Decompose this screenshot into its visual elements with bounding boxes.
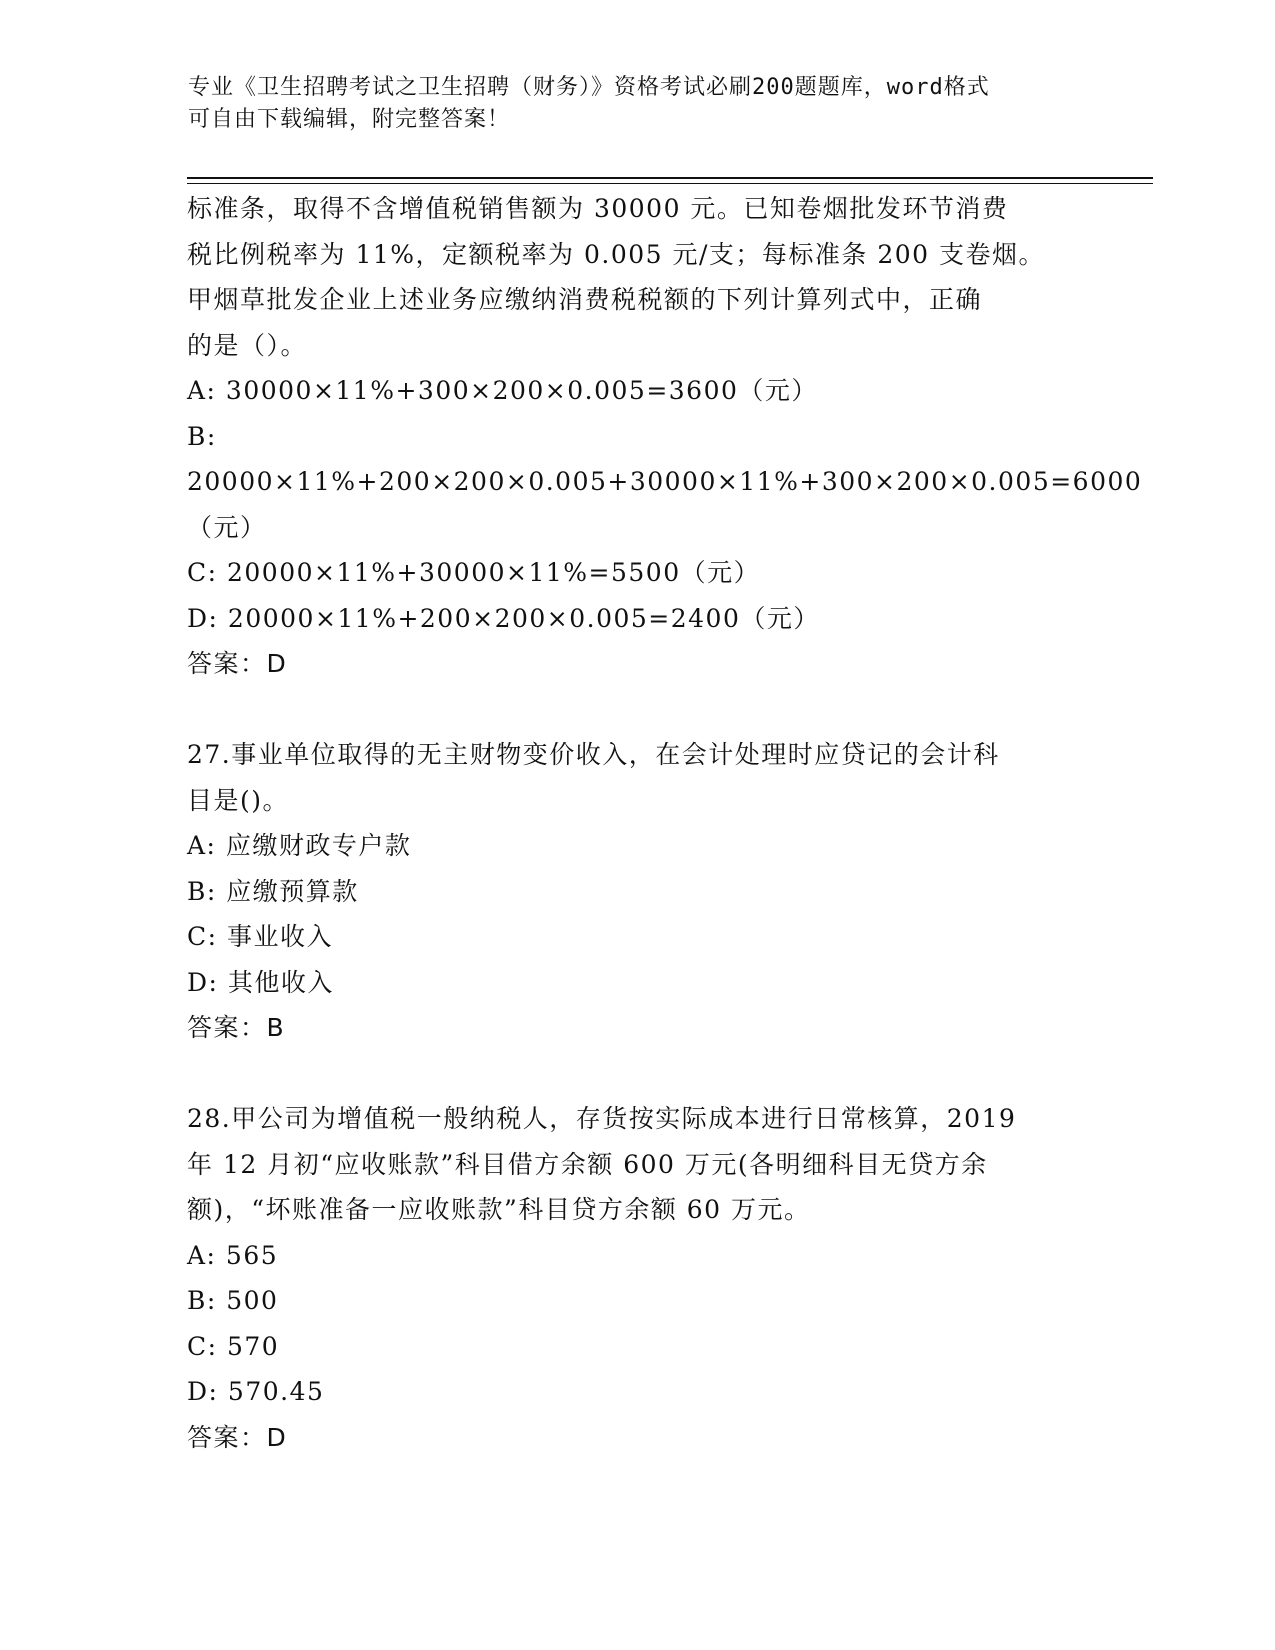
question-26-stem-line: 标准条，取得不含增值税销售额为 30000 元。已知卷烟批发环节消费 <box>187 194 1009 223</box>
question-27-answer: 答案：B <box>187 1013 286 1042</box>
question-28-option-a: A: 565 <box>187 1240 279 1270</box>
header-line-2: 可自由下载编辑，附完整答案！ <box>188 107 511 132</box>
question-27-stem-line: 目是()。 <box>187 785 290 815</box>
question-26-option-b: B: 20000×11%+200×200×0.005+30000×11%+300×200×0.005=6000 <box>187 421 1143 496</box>
question-28-stem-line: 额)，“坏账准备一应收账款”科目贷方余额 60 万元。 <box>187 1195 811 1224</box>
question-26-option-b-continued: （元） <box>187 512 267 542</box>
header-divider-thin <box>187 183 1153 184</box>
question-28 <box>187 1096 1087 1460</box>
question-26-option-c: C: 20000×11%+30000×11%=5500（元） <box>187 558 761 587</box>
question-28-stem-line: 28.甲公司为增值税一般纳税人，存货按实际成本进行日常核算，2019 <box>187 1104 1017 1133</box>
question-26-stem-line: 税比例税率为 11%，定额税率为 0.005 元/支；每标准条 200 支卷烟。 <box>187 239 1046 269</box>
question-28-stem-line: 年 12 月初“应收账款”科目借方余额 600 万元(各明细科目无贷方余 <box>187 1149 988 1179</box>
question-28-answer: 答案：D <box>187 1422 288 1452</box>
question-27-option-d: D: 其他收入 <box>187 967 334 997</box>
question-27-stem-line: 27.事业单位取得的无主财物变价收入，在会计处理时应贷记的会计科 <box>187 740 1000 769</box>
question-26 <box>187 186 1143 687</box>
header-line-1: 专业《卫生招聘考试之卫生招聘（财务）》资格考试必刷200题题库，word格式 <box>188 75 990 100</box>
question-27-option-c: C: 事业收入 <box>187 922 333 951</box>
question-spacer <box>187 1051 1087 1097</box>
question-28-option-d: D: 570.45 <box>187 1377 325 1406</box>
question-spacer <box>187 687 1087 733</box>
question-26-option-d: D: 20000×11%+200×200×0.005=2400（元） <box>187 603 820 633</box>
question-26-option-a: A: 30000×11%+300×200×0.005=3600（元） <box>187 376 818 405</box>
document-header <box>188 72 1068 136</box>
question-28-option-c: C: 570 <box>187 1331 280 1361</box>
question-28-option-b: B: 500 <box>187 1286 279 1315</box>
question-26-answer: 答案：D <box>187 649 288 678</box>
question-26-stem-line: 的是（）。 <box>187 330 308 360</box>
header-divider-thick <box>187 177 1153 179</box>
question-26-stem-line: 甲烟草批发企业上述业务应缴纳消费税税额的下列计算列式中，正确 <box>187 285 983 314</box>
question-27-option-a: A: 应缴财政专户款 <box>187 831 412 860</box>
document-body <box>187 186 1143 1460</box>
question-27-option-b: B: 应缴预算款 <box>187 876 359 906</box>
question-27 <box>187 732 1087 1051</box>
